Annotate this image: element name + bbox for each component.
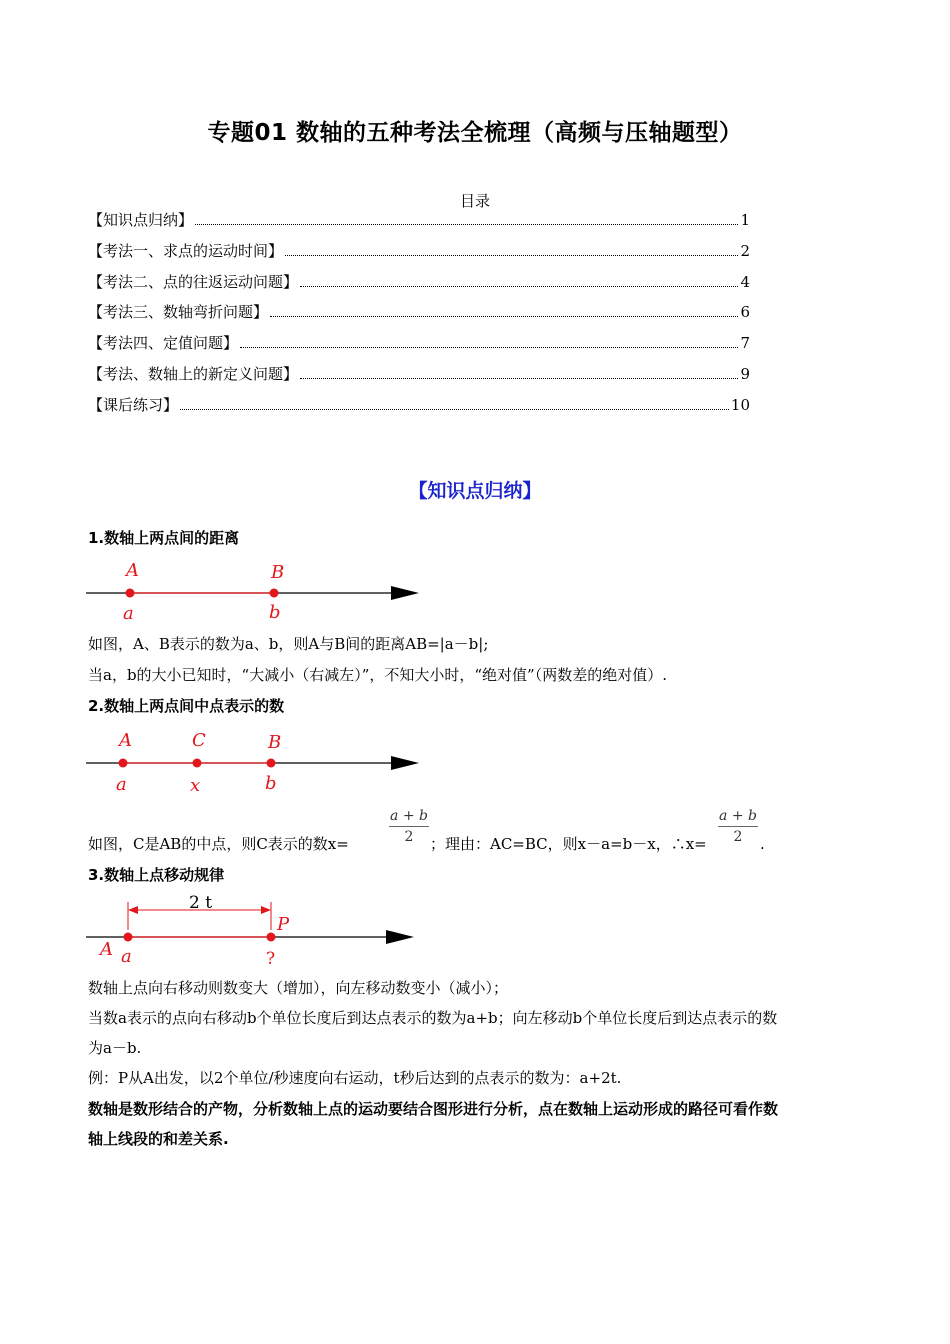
label-c-upper: C: [192, 730, 206, 751]
text-run: .: [760, 835, 765, 853]
toc-leader-dots: [300, 286, 738, 287]
fraction: [389, 808, 429, 845]
label-a-upper: A: [119, 730, 132, 751]
point-c: [193, 759, 202, 768]
paragraph: 当数a表示的点向右移动b个单位长度后到达点表示的数为a+b；向左移动b个单位长度后到达点表示的数: [88, 1009, 778, 1027]
toc-heading: 目录: [459, 192, 490, 210]
toc-leader-dots: [285, 255, 738, 256]
label-a-upper: A: [100, 939, 113, 960]
label-a-lower: a: [123, 603, 134, 624]
point-a: [126, 589, 135, 598]
section-heading: 【知识点归纳】: [408, 480, 542, 502]
point-b: [267, 759, 276, 768]
toc-item-page: 7: [740, 334, 750, 352]
fraction-denominator: 2: [733, 829, 743, 845]
text-run: 如图，C是AB的中点，则C表示的数x=: [88, 835, 349, 853]
fraction: [718, 808, 758, 845]
toc-item-label: 【知识点归纳】: [88, 211, 194, 229]
paragraph: [88, 834, 349, 854]
toc-leader-dots: [270, 316, 738, 317]
label-unknown: ?: [266, 949, 276, 969]
point-a: [119, 759, 128, 768]
page-title: 专题01 数轴的五种考法全梳理（高频与压轴题型）: [207, 120, 743, 146]
toc-item-page: 10: [730, 396, 750, 414]
paragraph: 如图，A、B表示的数为a、b，则A与B间的距离AB=|a－b|;: [88, 635, 489, 653]
label-b-lower: b: [269, 602, 281, 623]
label-p-upper: P: [277, 914, 290, 935]
point-a: [124, 933, 133, 942]
toc-item-label: 【考法四、定值问题】: [88, 334, 239, 352]
toc-item[interactable]: [88, 241, 750, 261]
paragraph: 为a－b.: [88, 1039, 142, 1057]
dimension-arrow-icon: [128, 906, 138, 914]
label-a-upper: A: [126, 560, 139, 581]
point-p: [267, 933, 276, 942]
heading-midpoint: 2.数轴上两点间中点表示的数: [88, 697, 285, 715]
dimension-arrow-icon: [261, 906, 271, 914]
label-b-upper: B: [268, 732, 282, 753]
label-b-lower: b: [265, 773, 277, 794]
label-a-lower: a: [121, 946, 132, 967]
label-b-upper: B: [271, 562, 285, 583]
figure-movement: [86, 890, 426, 970]
paragraph: 当a，b的大小已知时，“大减小（右减左）”，不知大小时，“绝对值”（两数差的绝对值）.: [88, 666, 667, 684]
axis-arrow-icon: [391, 756, 419, 770]
toc-item-page: 4: [740, 273, 750, 291]
heading-movement: 3.数轴上点移动规律: [88, 866, 225, 884]
toc-item-page: 2: [740, 242, 750, 260]
figure-distance: [86, 556, 426, 626]
toc-item-label: 【考法一、求点的运动时间】: [88, 242, 284, 260]
toc-item-page: 6: [740, 303, 750, 321]
point-b: [270, 589, 279, 598]
toc-item[interactable]: [88, 210, 750, 230]
toc-item[interactable]: [88, 333, 750, 353]
toc-leader-dots: [300, 378, 738, 379]
label-a-lower: a: [116, 774, 127, 795]
paragraph: [430, 834, 707, 854]
label-x-lower: x: [190, 775, 201, 796]
axis-arrow-icon: [386, 930, 414, 944]
figure-midpoint: [86, 724, 426, 796]
toc-item[interactable]: [88, 395, 750, 415]
toc-item[interactable]: [88, 302, 750, 322]
toc-item[interactable]: [88, 364, 750, 384]
paragraph: [760, 834, 765, 854]
toc-item-page: 9: [740, 365, 750, 383]
toc-item-label: 【考法三、数轴弯折问题】: [88, 303, 269, 321]
fraction-numerator: a + b: [718, 808, 758, 827]
paragraph: 数轴上点向右移动则数变大（增加），向左移动数变小（减小）；: [88, 979, 509, 997]
text-run: ；理由：AC=BC，则x－a=b－x，∴x=: [430, 835, 707, 853]
toc-leader-dots: [195, 224, 738, 225]
toc-item-label: 【课后练习】: [88, 396, 179, 414]
fraction-denominator: 2: [404, 829, 414, 845]
dimension-label: 2 t: [189, 893, 213, 913]
toc-item-label: 【考法二、点的往返运动问题】: [88, 273, 299, 291]
toc-leader-dots: [240, 347, 738, 348]
toc-item-label: 【考法、数轴上的新定义问题】: [88, 365, 299, 383]
fraction-numerator: a + b: [389, 808, 429, 827]
paragraph: 例：P从A出发，以2个单位/秒速度向右运动，t秒后达到的点表示的数为：a+2t.: [88, 1069, 622, 1087]
axis-arrow-icon: [391, 586, 419, 600]
toc-item[interactable]: [88, 272, 750, 292]
paragraph-emphasis: 数轴是数形结合的产物，分析数轴上点的运动要结合图形进行分析，点在数轴上运动形成的路径可看作数: [88, 1100, 779, 1118]
toc-item-page: 1: [740, 211, 750, 229]
paragraph-emphasis: 轴上线段的和差关系.: [88, 1130, 229, 1148]
heading-distance: 1.数轴上两点间的距离: [88, 529, 240, 547]
toc-leader-dots: [180, 409, 729, 410]
